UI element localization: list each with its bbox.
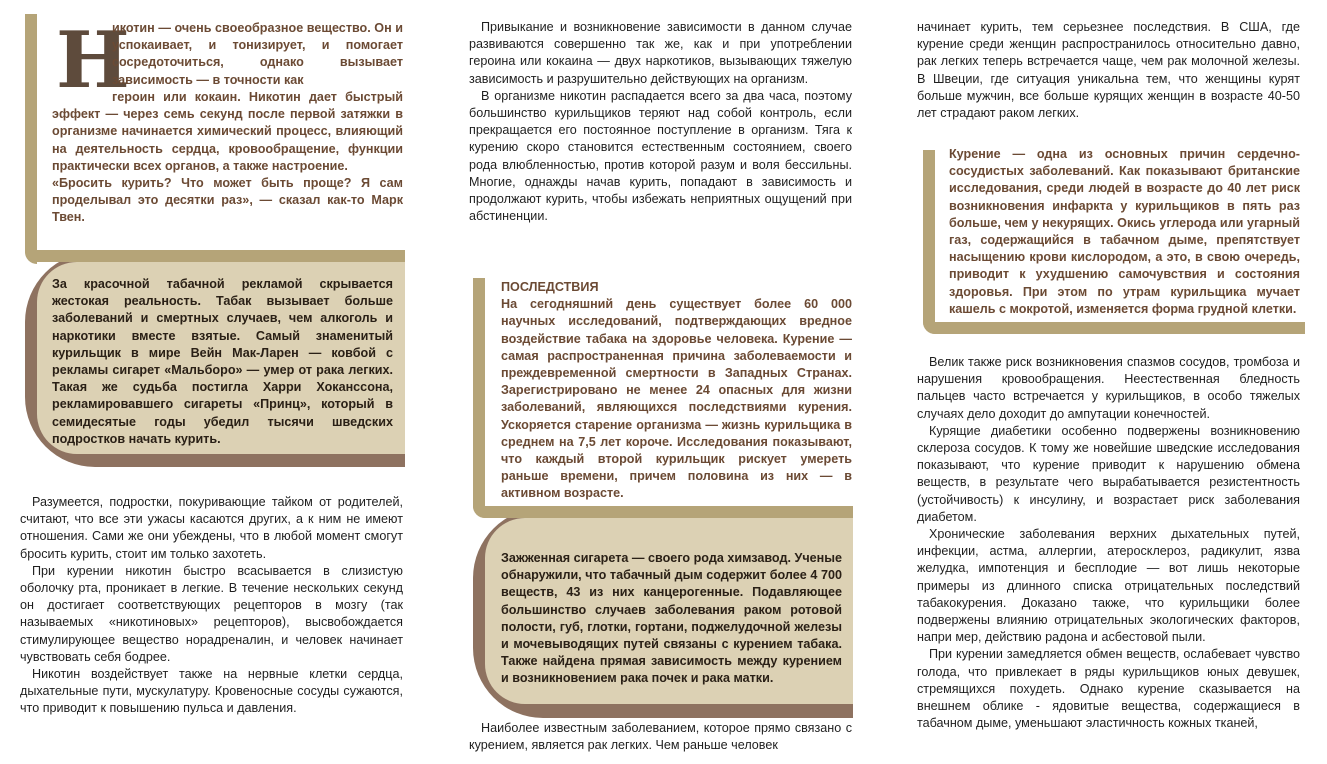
section-heading: ПОСЛЕДСТВИЯ [501,280,599,294]
c1-box-paragraph: За красочной табачной рекламой скрывается жестокая реальность. Табак вызывает больше заболеваний и смертных случаев, чем алкоголь и наркотики вместе взятые. Самый знаменитый курильщик в мире Вейн Мак-Ларен — ковбой с рекламы сигарет «Мальборо» — умер от рака легких. Такая же судьба постигла Харри Хоканссона, рекламировавшего сигареты «Принц», который в семидесятые годы убедил тысячи шведских подростков начать курить. [52,277,393,446]
c1-intro-part-a [112,20,403,89]
c2-body-top [469,19,852,225]
c3-paragraph-4: Хронические заболевания верхних дыхательных путей, инфекции, астма, аллергии, атеросклероз, радикулит, язва желудка, импотенция и бесплодие — вот лишь некоторые примеры из длинного списка отрицательных последствий табакокурения. Доказано также, что курильщики более подвержены влиянию отрицательных экологических факторов, напри мер, действию радона и асбестовой пыли. [917,527,1300,645]
c3-paragraph-5: При курении замедляется обмен веществ, ослабевает чувство голода, что привлекает в ряды курильщиков юных девушек, стремящихся похудеть. Однако курение сказывается на внешнем облике - ядовитые вещества, содержащиеся в табачном дыме, уменьшают эластичность кожных тканей, [917,647,1300,731]
c1-intro-text-a2: героин или кокаин. Никотин дает быстрый эффект — через семь секунд после первой затяжки в организме начинается химический процесс, влияющий на деятельность сердца, кровообращение, функции практически всех органов, а также настроение. [52,90,403,173]
c2-consequences-section [501,279,852,503]
c1-intro-part-b [52,89,403,227]
c1-box-text [52,276,393,448]
c1-bracket-horizontal [25,250,405,262]
c3-paragraph-2: Велик также риск возникновения спазмов сосудов, тромбоза и нарушения кровообращения. Неестественная бледность пальцев часто встречается у курильщиков, в особо тяжелых случаях дело доходит до ампутации конечностей. [917,355,1300,421]
c2-paragraph-2: В организме никотин распадается всего за два часа, поэтому большинство курильщиков теряют над собой контроль, если прекращается его постоянное поступление в организм. Тяга к курению скоро становится естественным состоянием, своего рода влюбленностью, против которой разум и воля бессильны. Многие, однажды начав курить, попадают в зависимость и продолжают курить, чтобы избежать неприятных ощущений при абстиненции. [469,88,852,224]
c3-body-bottom [917,354,1300,732]
drop-cap: Н [56,15,130,106]
c1-body [20,494,403,718]
c2-box-text [501,550,842,688]
c3-body-top [917,19,1300,122]
c3-box-paragraph: Курение — одна из основных причин сердечно-сосудистых заболеваний. Как показывают британские исследования, среди людей в возрасте до 40 лет риск возникновения инфаркта у курильщиков в пять раз больше, чем у некурящих. Окись углерода или угарный газ, содержащийся в табачном дыме, препятствует насыщению крови кислородом, а это, в свою очередь, приводит к ухудшению самочувствия и состояния здоровья. При этом по утрам курильщика мучает кашель с мокротой, изменяется форма грудной клетки. [949,147,1300,316]
c1-intro-text-a1: икотин — очень своеобразное вещество. Он и успокаивает, и тонизирует, и помогает сосредоточиться, однако вызывает зависимость — в точности как [112,21,403,87]
c2-box-paragraph: Зажженная сигарета — своего рода химзавод. Ученые обнаружили, что табачный дым содержит более 4 700 веществ, 43 из них канцерогенные. Подавляющее большинство случаев заболевания раком ротовой полости, губ, глотки, гортани, поджелудочной железы и мочевыводящих путей связаны с курением табака. Также найдена прямая зависимость между курением и возникновением рака почек и рака матки. [501,551,842,686]
c1-paragraph-2: При курении никотин быстро всасывается в слизистую оболочку рта, проникает в легкие. В течение нескольких секунд он достигает соответствующих рецепторов в мозгу (так называемых «никотиновых» рецепторов), высвобождается стимулирующее вещество норадреналин, и человек начинает чувствовать себя бодрее. [20,563,403,664]
c2-section-paragraph: На сегодняшний день существует более 60 000 научных исследований, подтверждающих вредное воздействие табака на здоровье человека. Курение — самая распространенная причина заболеваемости и преждевременной смертности в Западных Странах. Зарегистрировано не менее 24 опасных для жизни заболеваний, являющихся последствиями курения. Ускоряется старение организма — жизнь курильщика в среднем на 7,5 лет короче. Исследования показывают, что каждый второй курильщик рискует умереть раньше времени, причем половина из них — в активном возрасте. [501,297,852,501]
c2-bracket-vertical [473,278,485,518]
c3-paragraph-1: начинает курить, тем серьезнее последствия. В США, где курение среди женщин распространилось относительно давно, рак легких теперь встречается чаще, чем рак молочной железы. В Швеции, где ситуация уникальна тем, что женщины курят больше мужчин, все больше курящих женщин в возрасте 40-50 лет страдают раком легких. [917,20,1300,121]
c1-paragraph-3: Никотин воздействует также на нервные клетки сердца, дыхательные пути, мускулатуру. Кровеносные сосуды сужаются, что приводит к повышению пульса и давления. [20,667,403,716]
c3-bracket-horizontal [923,322,1305,334]
c3-box-text [949,146,1300,318]
c2-paragraph-1: Привыкание и возникновение зависимости в данном случае развиваются совершенно так же, как и при употреблении героина или кокаина — двух наркотиков, вызывающих тяжелую зависимость и разрушительно действующих на организм. [469,20,852,86]
c1-paragraph-1: Разумеется, подростки, покуривающие тайком от родителей, считают, что все эти ужасы касаются других, а к ним не имеют отношения. Сами же они убеждены, что в любой момент смогут бросить курить, стоит им только захотеть. [20,495,403,561]
c2-bracket-horizontal [473,506,853,518]
c1-bracket-vertical [25,14,37,264]
c1-mark-twain-quote: «Бросить курить? Что может быть проще? Я сам проделывал это десятки раз», — сказал как-то Марк Твен. [52,176,403,225]
c3-paragraph-3: Курящие диабетики особенно подвержены возникновению склероза сосудов. К тому же новейшие шведские исследования показывают, что курение приводит к нарушению обмена веществ, в результате чего вырабатывается резистентность (устойчивость) к инсулину, и возрастает риск заболевания диабетом. [917,423,1300,524]
c2-paragraph-3: Наиболее известным заболеванием, которое прямо связано с курением, является рак легких. Чем раньше человек [469,721,852,753]
c2-body-bottom [469,720,852,754]
c3-bracket-vertical [923,150,935,334]
